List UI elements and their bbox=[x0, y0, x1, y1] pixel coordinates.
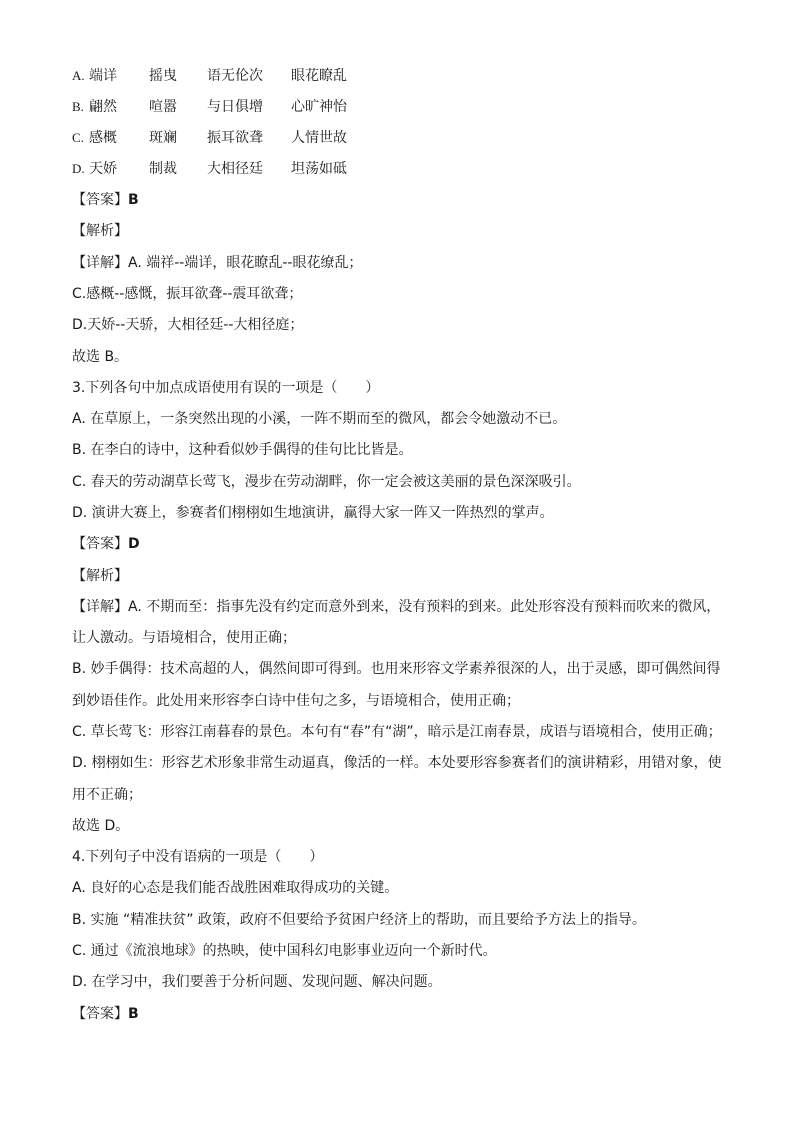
q2-answer bbox=[72, 190, 732, 210]
q3-detail-line: 用不正确； bbox=[72, 787, 142, 803]
q4-option: B. 实施 “精准扶贫” 政策，政府不但要给予贫困户经济上的帮助，而且要给予方法上的指导。 bbox=[72, 912, 646, 928]
answer-label: 【答案】 bbox=[72, 192, 128, 208]
q3-option: D. 演讲大赛上，参赛者们栩栩如生地演讲，赢得大家一阵又一阵热烈的掌声。 bbox=[72, 505, 554, 521]
q4-option: C. 通过《流浪地球》的热映，使中国科幻电影事业迈向一个新时代。 bbox=[72, 943, 497, 959]
q3-detail-line: B. 妙手偶得：技术高超的人，偶然间即可得到。也用来形容文学素养很深的人，出于灵感，即可偶然间得 bbox=[72, 661, 721, 677]
option-word: 振耳欲聋 bbox=[207, 130, 263, 146]
option-word: 心旷神怡 bbox=[291, 99, 347, 115]
q3-detail-line: C. 草长莺飞：形容江南暮春的景色。本句有“春”有“湖”，暗示是江南春景，成语与语境相合，使用正确； bbox=[72, 724, 722, 740]
option-word: 制裁 bbox=[149, 161, 177, 177]
option-letter: D. bbox=[72, 161, 85, 176]
q4-option: D. 在学习中，我们要善于分析问题、发现问题、解决问题。 bbox=[72, 974, 442, 990]
option-word: 眼花瞭乱 bbox=[291, 68, 347, 84]
option-word: 与日俱增 bbox=[207, 99, 263, 115]
q3-analysis-label: 【解析】 bbox=[72, 568, 128, 584]
q3-detail-line: 故选 D。 bbox=[72, 818, 130, 834]
q3-option: A. 在草原上，一条突然出现的小溪，一阵不期而至的微风，都会令她激动不已。 bbox=[72, 411, 567, 427]
option-word: 翩然 bbox=[89, 99, 117, 115]
option-letter: A. bbox=[72, 68, 85, 83]
q4-question: 4.下列句子中没有语病的一项是（ ） bbox=[72, 849, 324, 865]
q2-detail-line: 【详解】A. 端祥--端详，眼花瞭乱--眼花缭乱； bbox=[72, 255, 363, 271]
option-word: 天娇 bbox=[89, 161, 117, 177]
q2-analysis-label: 【解析】 bbox=[72, 223, 128, 239]
q2-option-c bbox=[72, 128, 732, 148]
q2-detail-line: C.感概--感慨，振耳欲聋--震耳欲聋； bbox=[72, 286, 303, 302]
answer-label: 【答案】 bbox=[72, 536, 128, 552]
answer-value: B bbox=[128, 192, 139, 208]
option-word: 感概 bbox=[89, 130, 117, 146]
option-letter: C. bbox=[72, 130, 84, 145]
option-word: 语无伦次 bbox=[207, 68, 263, 84]
q2-option-d bbox=[72, 159, 732, 179]
q4-option: A. 良好的心态是我们能否战胜困难取得成功的关键。 bbox=[72, 880, 399, 896]
q3-detail-line: 到妙语佳作。此处用来形容李白诗中佳句之多，与语境相合，使用正确； bbox=[72, 693, 520, 709]
q2-detail-line: D.天娇--天骄，大相径廷--大相径庭； bbox=[72, 317, 304, 333]
answer-label: 【答案】 bbox=[72, 1006, 128, 1022]
q3-detail-line: D. 栩栩如生：形容艺术形象非常生动逼真，像活的一样。本处要形容参赛者们的演讲精彩，用错对象，使 bbox=[72, 755, 722, 771]
q2-detail-line: 故选 B。 bbox=[72, 349, 129, 365]
option-word: 端详 bbox=[89, 68, 117, 84]
answer-value: B bbox=[128, 1006, 139, 1022]
q2-option-b bbox=[72, 97, 732, 117]
option-word: 坦荡如砥 bbox=[291, 161, 347, 177]
q3-question: 3.下列各句中加点成语使用有误的一项是（ ） bbox=[72, 380, 380, 396]
option-word: 摇曳 bbox=[149, 68, 177, 84]
option-word: 大相径廷 bbox=[207, 161, 263, 177]
q2-option-a bbox=[72, 66, 732, 86]
q4-answer bbox=[72, 1004, 732, 1024]
answer-value: D bbox=[128, 536, 140, 552]
option-word: 人情世故 bbox=[291, 130, 347, 146]
q3-option: B. 在李白的诗中，这种看似妙手偶得的佳句比比皆是。 bbox=[72, 442, 413, 458]
q3-detail-line: 让人激动。与语境相合，使用正确； bbox=[72, 630, 296, 646]
q3-option: C. 春天的劳动湖草长莺飞，漫步在劳动湖畔，你一定会被这美丽的景色深深吸引。 bbox=[72, 474, 581, 490]
q3-answer bbox=[72, 534, 732, 554]
option-word: 斑斓 bbox=[149, 130, 177, 146]
q3-detail-line: 【详解】A. 不期而至：指事先没有约定而意外到来，没有预料的到来。此处形容没有预料而吹来的微风， bbox=[72, 599, 721, 615]
option-word: 喧嚣 bbox=[149, 99, 177, 115]
option-letter: B. bbox=[72, 99, 84, 114]
